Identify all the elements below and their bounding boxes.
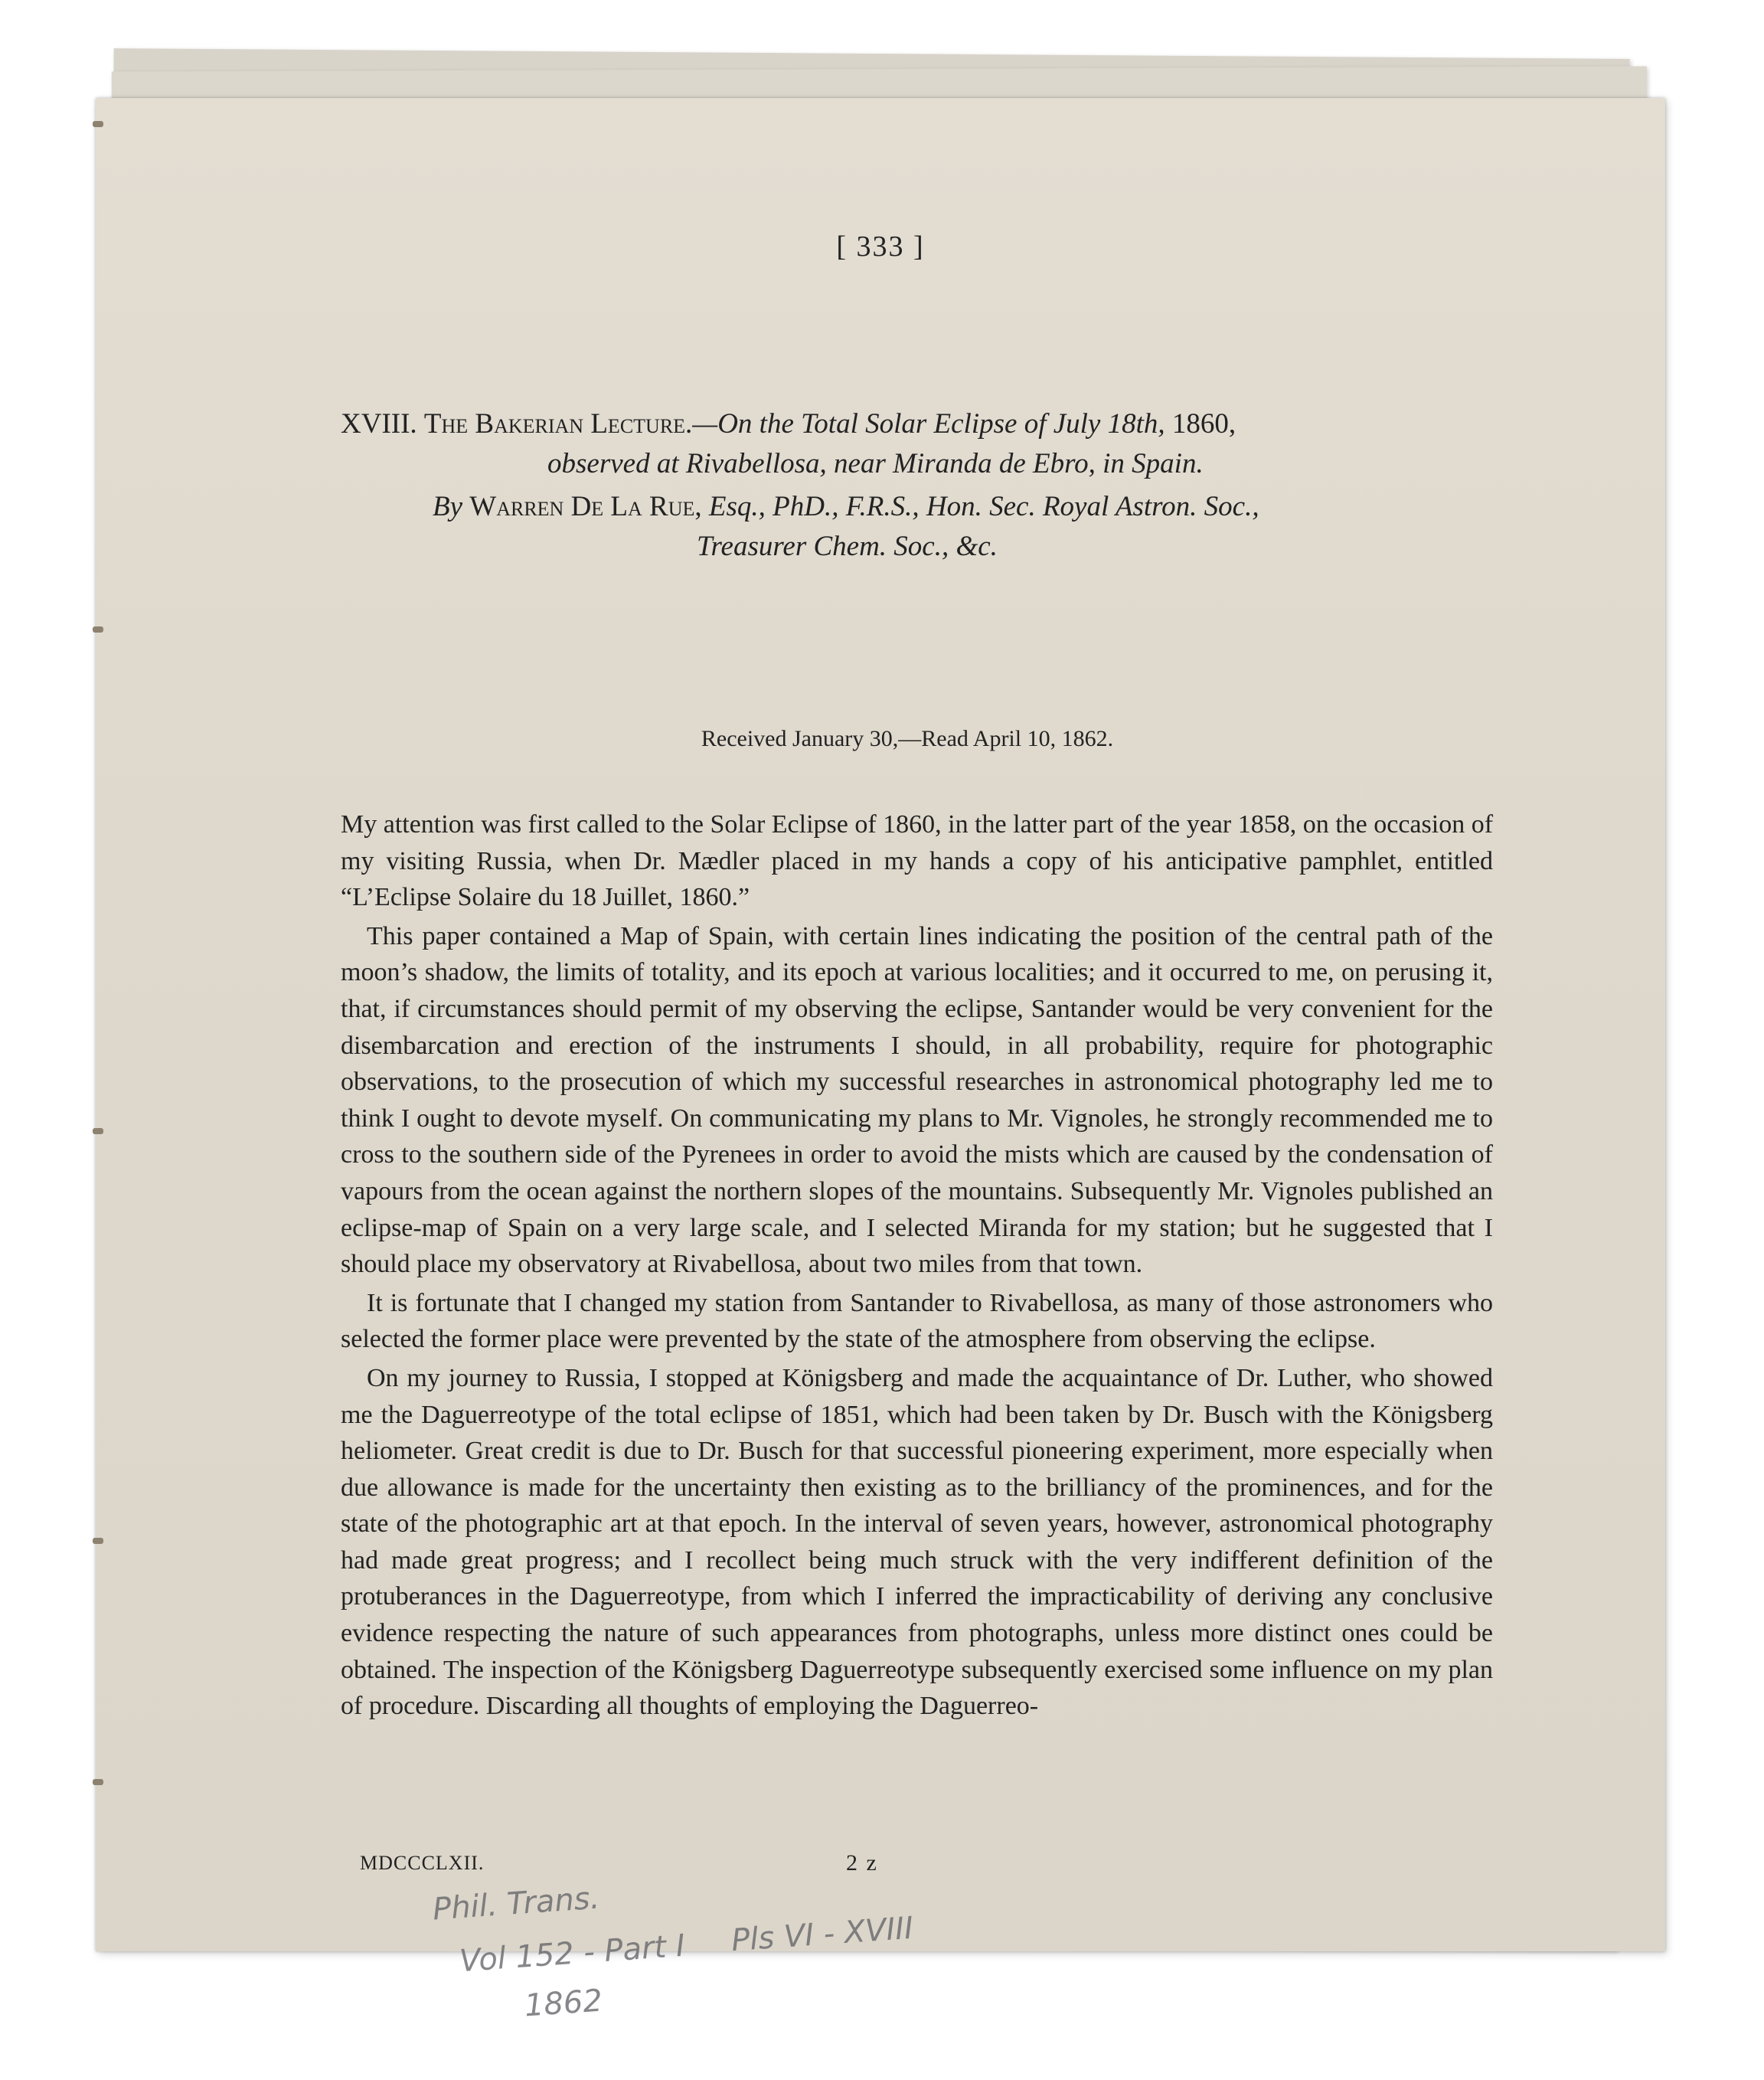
binding-hole	[93, 626, 103, 633]
title-line-2: observed at Rivabellosa, near Miranda de Ebro, in Spain.	[547, 448, 1204, 479]
author-name: Warren De La Rue,	[469, 491, 702, 522]
binding-hole	[93, 1779, 103, 1785]
paragraph: On my journey to Russia, I stopped at Königsberg and made the acquaintance of Dr. Luther, who showed me the Daguerreotype of the total eclipse of 1851, which had been taken by Dr. Busch with the Königsberg heliometer. Great credit is due to Dr. Busch for that successful pioneering experiment, more especially when due allowance is made for the uncertainty then existing as to the brilliancy of the prominences, and for the state of the photographic art at that epoch. In the interval of seven years, however, astronomical photography had made great progress; and I recollect being much struck with the very indifferent definition of the protuberances in the Daguerreotype, from which I inferred the impracticability of deriving any conclusive evidence respecting the nature of such appearances from photographs, unless more distinct ones could be obtained. The inspection of the Königsberg Daguerreotype subsequently exercised some influence on my plan of procedure. Discarding all thoughts of employing the Daguerreo-	[341, 1363, 1493, 1721]
volume-year: MDCCCLXII.	[360, 1852, 485, 1874]
signature-mark: 2 z	[846, 1850, 878, 1876]
paragraph: My attention was first called to the Solar Eclipse of 1860, in the latter part of the year 1858, on the occasion of my visiting Russia, when Dr. Mædler placed in my hands a copy of his anticipative pamphlet, entitled “L’Eclipse Solaire du 18 Juillet, 1860.”	[341, 810, 1494, 912]
pencil-note: 1862	[523, 1983, 604, 2024]
received-date: Received January 30,—Read April 10, 1862.	[701, 726, 1114, 751]
pencil-note: Vol 152 - Part I	[458, 1928, 687, 1980]
pencil-note: Pls VI - XVIII	[730, 1910, 915, 1959]
pencil-note: Phil. Trans.	[431, 1880, 601, 1928]
binding-hole	[93, 121, 103, 127]
article-body	[341, 806, 1493, 1725]
article-title	[341, 404, 1604, 567]
author-line: By Warren De La Rue, Esq., PhD., F.R.S., Hon. Sec. Royal Astron. Soc.,	[433, 491, 1259, 522]
binding-hole	[93, 1128, 103, 1134]
binding-hole	[93, 1538, 103, 1544]
document-page	[96, 98, 1665, 2024]
page-number: [ 333 ]	[836, 231, 925, 263]
author-affiliation: Treasurer Chem. Soc., &c.	[697, 531, 998, 562]
paragraph: This paper contained a Map of Spain, with certain lines indicating the position of the central path of the moon’s shadow, the limits of totality, and its epoch at various localities; and it occurred to me, on perusing it, that, if circumstances should permit of my observing the eclipse, Santander would be very convenient for the disembarcation and erection of the instruments I should, in all probability, require for photographic observations, to the prosecution of which my successful researches in astronomical photography led me to think I ought to devote myself. On communicating my plans to Mr. Vignoles, he strongly recommended me to cross to the southern side of the Pyrenees in order to avoid the mists which are caused by the condensation of vapours from the ocean against the northern slopes of the mountains. Subsequently Mr. Vignoles published an eclipse-map of Spain on a very large scale, and I selected Miranda for my station; but he suggested that I should place my observatory at Rivabellosa, about two miles from that town.	[341, 921, 1493, 1279]
title-line-1: XVIII. The Bakerian Lecture.—On the Total Solar Eclipse of July 18th, 1860,	[341, 408, 1236, 440]
paragraph: It is fortunate that I changed my station from Santander to Rivabellosa, as many of those astronomers who selected the former place were prevented by the state of the atmosphere from observing the eclipse.	[341, 1288, 1493, 1354]
